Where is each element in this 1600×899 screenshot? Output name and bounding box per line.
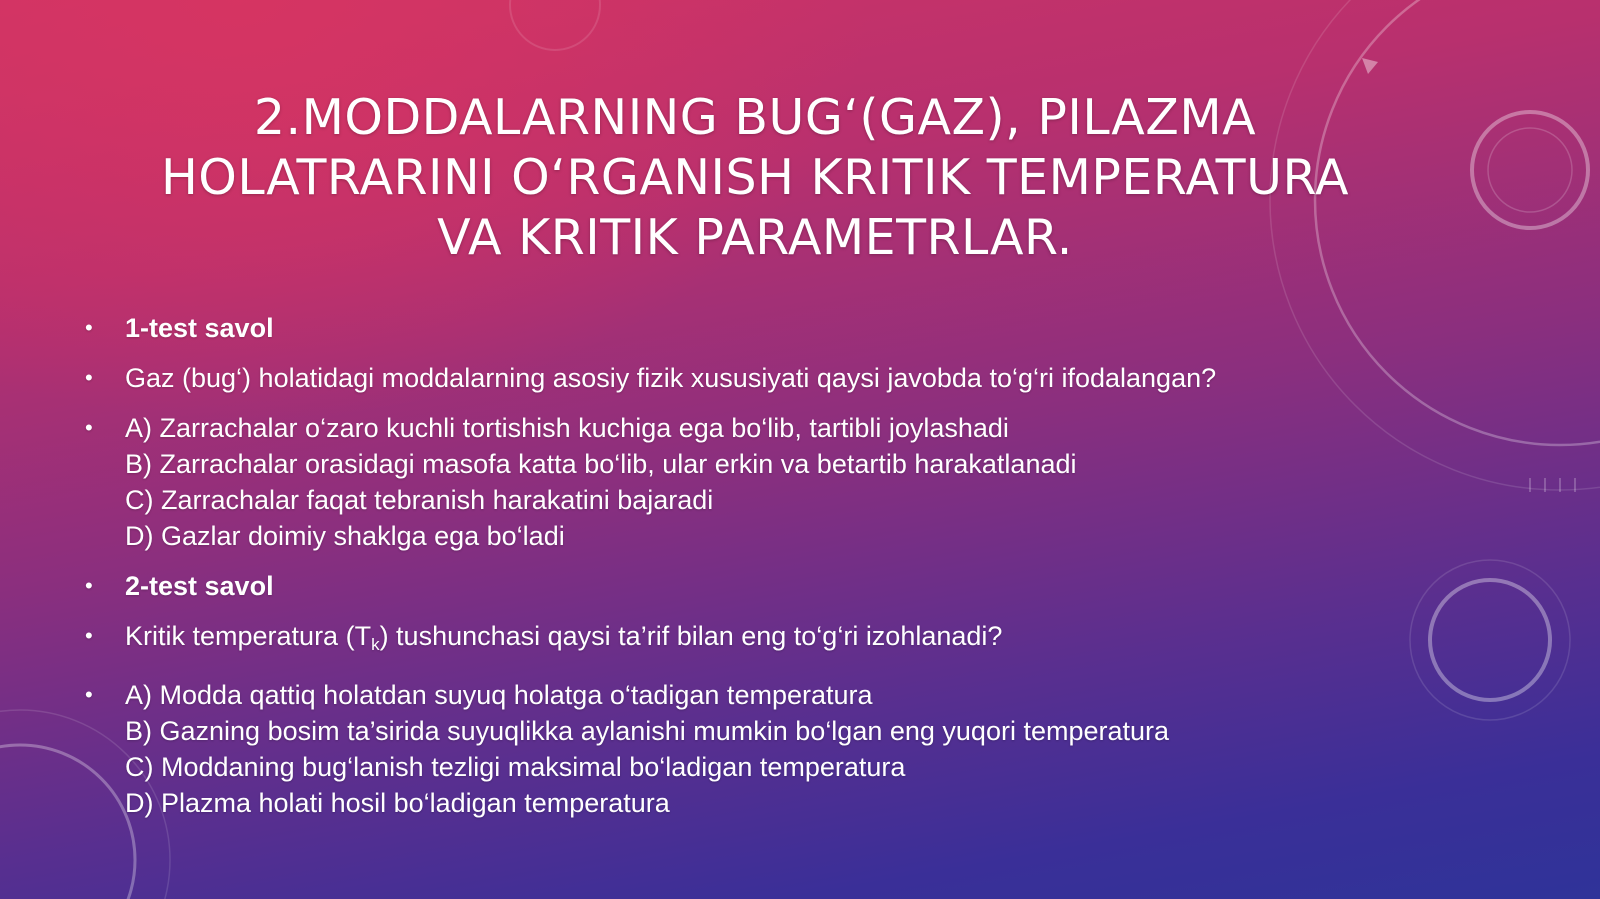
q2-answer-d: D) Plazma holati hosil bo‘ladigan temperatura [125,788,670,818]
list-item-q2-heading [85,568,1465,604]
deco-ring-right-upper-inner [1488,128,1572,212]
bullet-icon: • [85,573,93,598]
q1-question: Gaz (bug‘) holatidagi moddalarning asosiy fizik xususiyati qaysi javobda to‘g‘ri ifodalangan? [125,363,1217,393]
list-item-q1-question [85,360,1465,396]
q2-question-subscript: k [371,635,380,654]
deco-circle-top [510,0,600,50]
deco-triangle [1362,58,1378,74]
title-line-1: 2.MODDALARNING BUG‘(GAZ), PILAZMA [253,89,1257,146]
list-item-q2-question [85,618,1465,663]
title-line-2: HOLATRARINI O‘RGANISH KRITIK TEMPERATURA [160,149,1350,206]
list-item-q1-answers [85,410,1465,554]
deco-ring-right-upper [1472,112,1588,228]
q1-answer-a: A) Zarrachalar o‘zaro kuchli tortishish kuchiga ega bo‘lib, tartibli joylashadi [125,413,1009,443]
slide-title [110,88,1400,268]
title-line-3: VA KRITIK PARAMETRLAR. [437,209,1073,266]
q2-answer-b: B) Gazning bosim ta’sirida suyuqlikka aylanishi mumkin bo‘lgan eng yuqori temperatura [125,716,1170,746]
bullet-icon: • [85,682,93,707]
list-item-q2-answers [85,677,1465,821]
bullet-icon: • [85,415,93,440]
q1-answer-c: C) Zarrachalar faqat tebranish harakatini bajaradi [125,485,714,515]
bullet-icon: • [85,365,93,390]
q2-answer-a: A) Modda qattiq holatdan suyuq holatga o‘tadigan temperatura [125,680,873,710]
q2-answer-c: C) Moddaning bug‘lanish tezligi maksimal bo‘ladigan temperatura [125,752,906,782]
q1-heading: 1-test savol [125,313,274,343]
q2-question-before: Kritik temperatura (T [125,621,372,651]
q2-question-after: ) tushunchasi qaysi ta’rif bilan eng to‘g‘ri izohlanadi? [379,621,1003,651]
q1-answer-b: B) Zarrachalar orasidagi masofa katta bo‘lib, ular erkin va betartib harakatlanadi [125,449,1077,479]
q2-question [125,618,1465,663]
q2-heading: 2-test savol [125,571,274,601]
bullet-icon: • [85,623,93,648]
bullet-list [85,310,1465,835]
q1-answer-d: D) Gazlar doimiy shaklga ega bo‘ladi [125,521,565,551]
list-item-q1-heading [85,310,1465,346]
bullet-icon: • [85,315,93,340]
